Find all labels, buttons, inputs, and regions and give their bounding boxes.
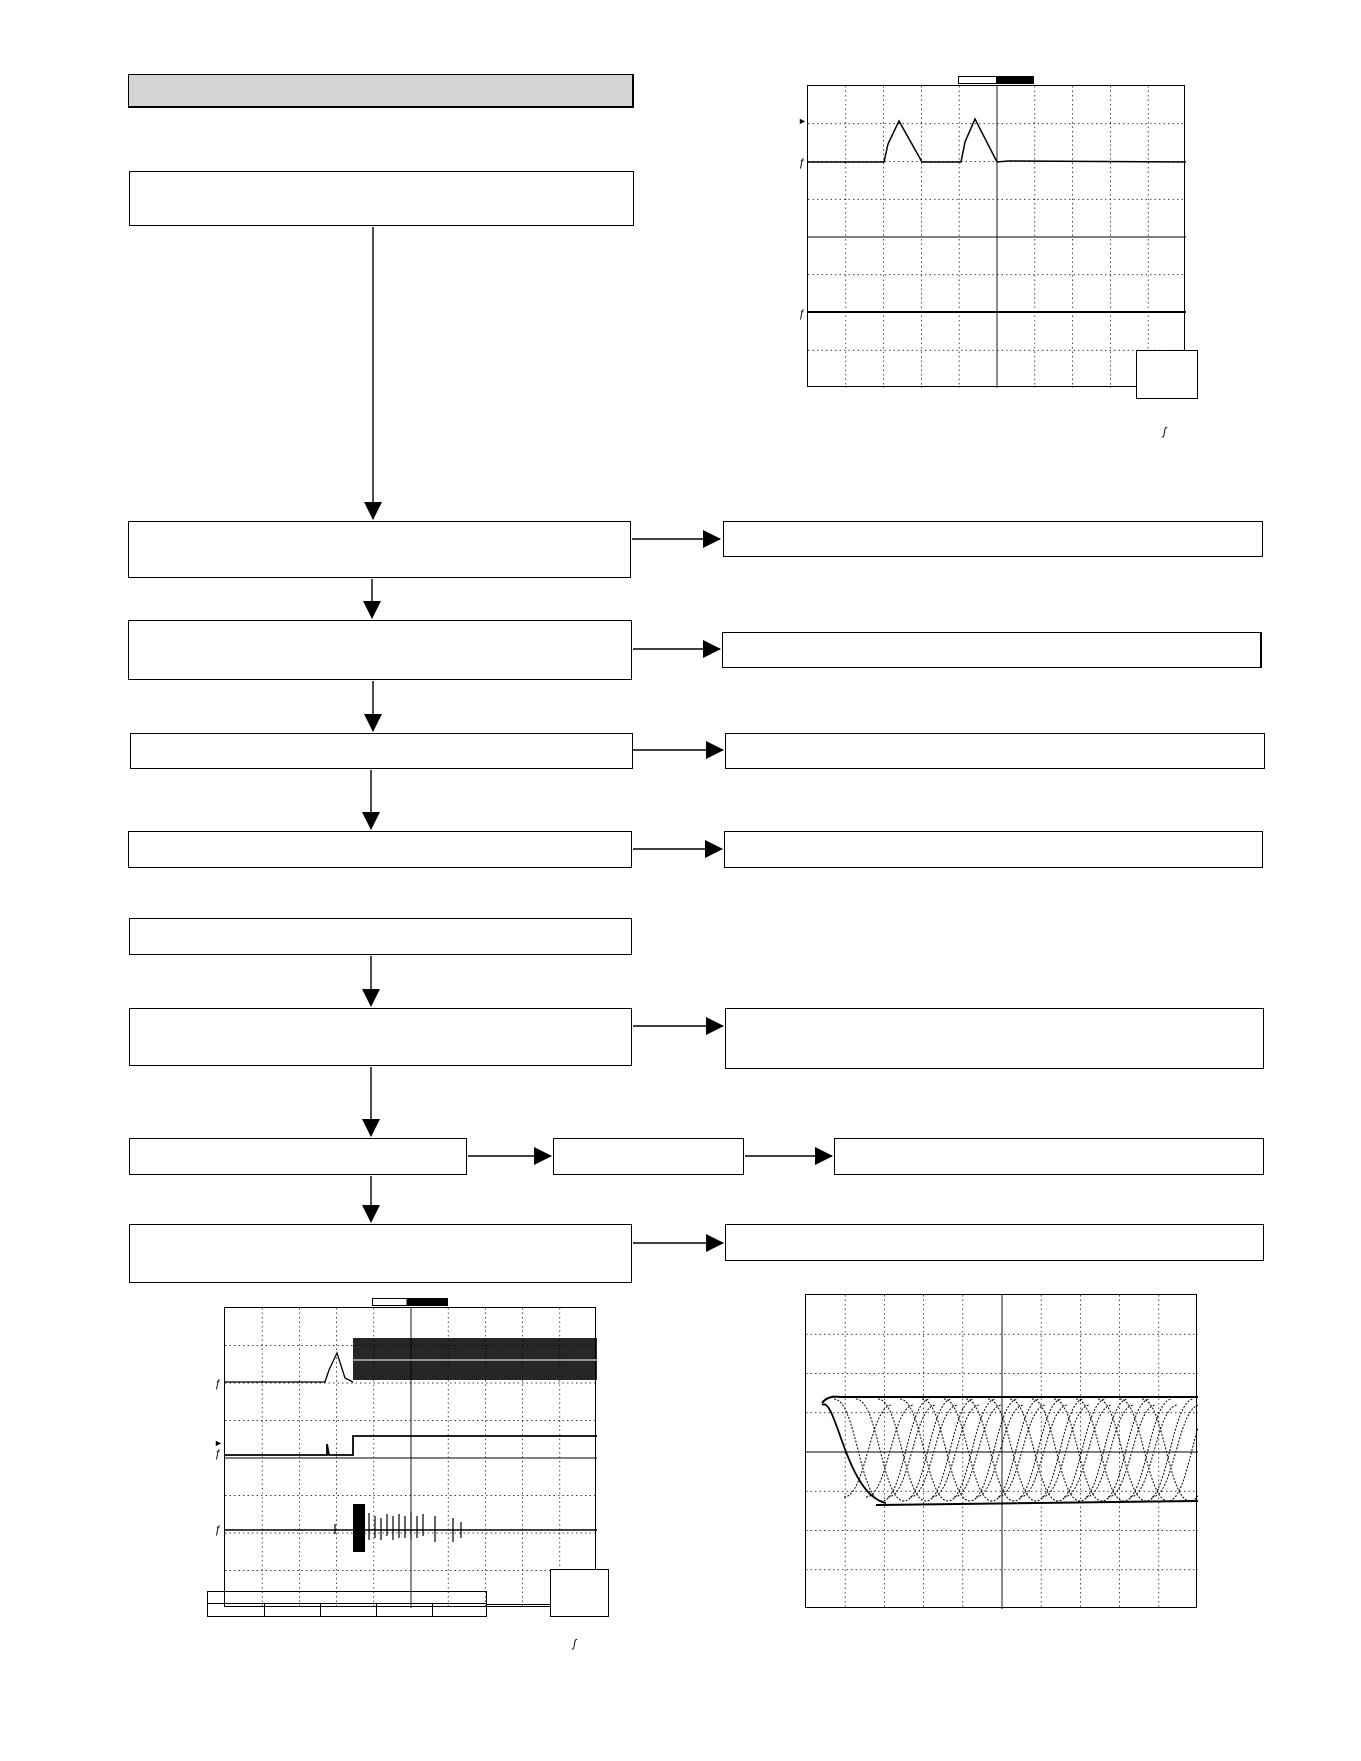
scope-top-plot	[808, 86, 1186, 388]
scope-top-trigger-arrow: ►	[798, 116, 807, 126]
oscilloscope-bottom-left	[224, 1307, 596, 1607]
oscilloscope-eye-pattern	[805, 1294, 1197, 1608]
scope-bl-marker-1: ƒ	[215, 1378, 222, 1390]
scope-bottom-left-plot	[225, 1308, 597, 1608]
scope-bottom-left-info-box	[550, 1569, 609, 1617]
scope-bl-trigger-arrow: ►	[214, 1438, 223, 1448]
scope-bl-trigger-glyph: ʃ	[573, 1638, 577, 1650]
scope-bottom-left-timebase-tab	[372, 1298, 448, 1306]
oscilloscope-top	[807, 85, 1185, 387]
scope-top-trigger-glyph: ʃ	[1163, 426, 1167, 438]
scope-top-info-box	[1136, 350, 1198, 399]
scope-top-marker-1: ƒ	[799, 157, 806, 169]
scope-bottom-left-settings-strip	[207, 1591, 487, 1617]
scope-top-marker-2: ƒ	[799, 308, 806, 320]
eye-pattern-plot	[806, 1295, 1198, 1609]
scope-top-timebase-tab	[958, 76, 1034, 84]
scope-bottom-left-connector	[487, 1604, 550, 1605]
scope-bl-marker-3: ƒ	[215, 1524, 222, 1536]
scope-bl-marker-2: ƒ	[215, 1448, 222, 1460]
